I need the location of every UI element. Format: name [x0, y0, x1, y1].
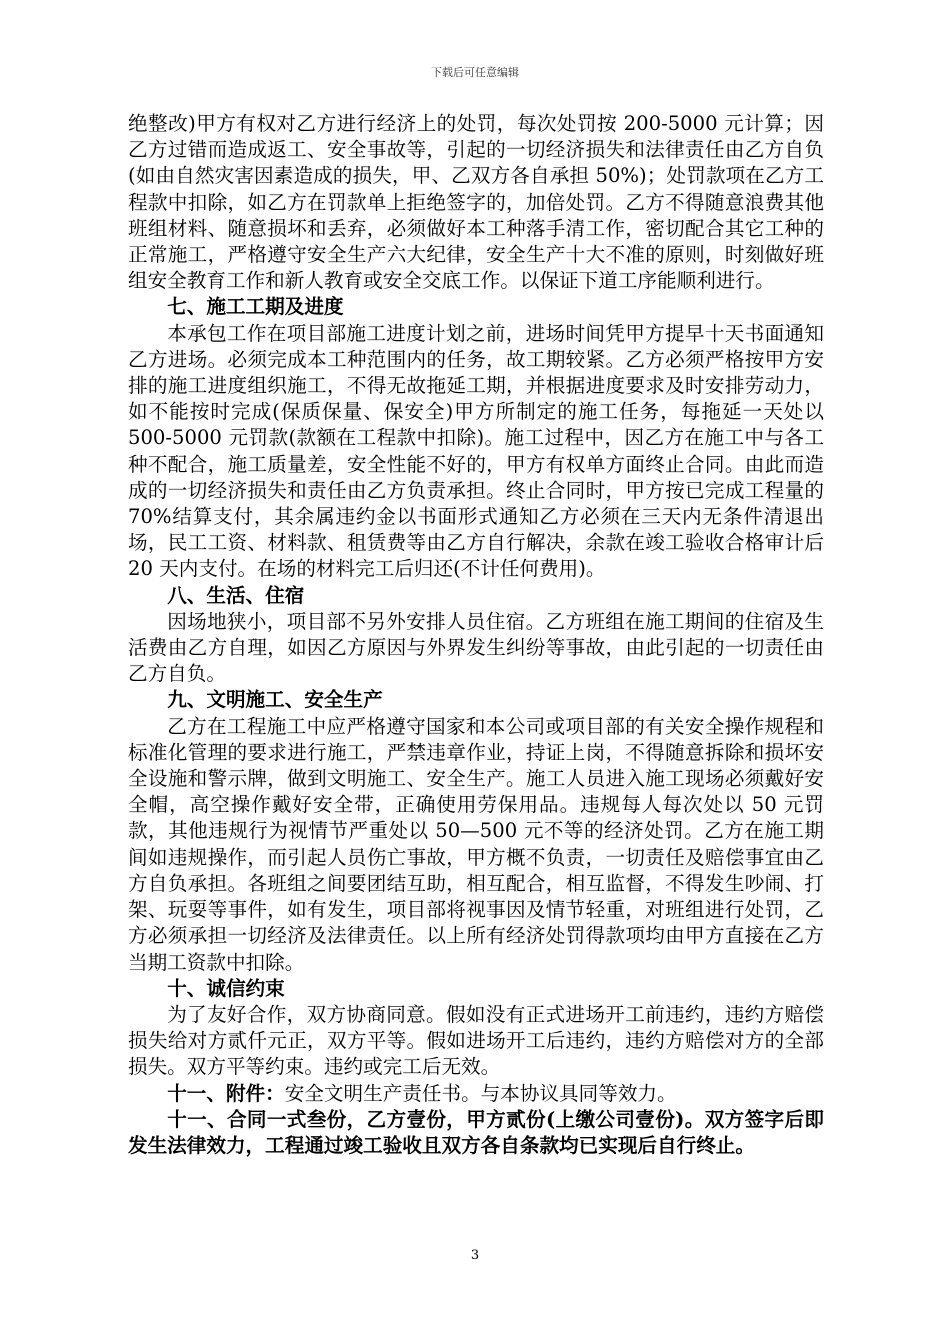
attachment-label: 十一、附件： — [167, 1081, 285, 1105]
page-number: 3 — [470, 1248, 480, 1263]
section-heading-accommodation: 八、生活、住宿 — [167, 583, 305, 607]
document-body — [128, 111, 824, 1159]
paragraph-attachment — [128, 1081, 824, 1107]
section-heading-safety: 九、文明施工、安全生产 — [167, 688, 383, 712]
paragraph-integrity: 为了友好合作，双方协商同意。假如没有正式进场开工前违约，违约方赔偿损失给对方贰仟元正，双方平等。假如进场开工后违约，违约方赔偿对方的全部损失。双方平等约束。违约或完工后无效。 — [128, 1002, 824, 1079]
attachment-text: 安全文明生产责任书。与本协议具同等效力。 — [284, 1081, 677, 1105]
section-heading-integrity: 十、诚信约束 — [167, 976, 285, 1000]
section-heading-schedule: 七、施工工期及进度 — [167, 295, 344, 319]
paragraph-safety: 乙方在工程施工中应严格遵守国家和本公司或项目部的有关安全操作规程和标准化管理的要求进行施工，严禁违章作业，持证上岗，不得随意拆除和损坏安全设施和警示牌，做到文明施工、安全生产。施工人员进入施工现场必须戴好安全帽，高空操作戴好安全带，正确使用劳保用品。违规每人每次处以 50 元罚款，其他违规行为视情节严重处以 50—500 元不等的经济处罚。乙方在施工期间如违规操作，而引起人员伤亡事故，甲方概不负责，一切责任及赔偿事宜由乙方自负承担。各班组之间要团结互助，相互配合，相互监督，不得发生吵闹、打架、玩耍等事件，如有发生，项目部将视事因及情节轻重，对班组进行处罚，乙方必须承担一切经济及法律责任。以上所有经济处罚得款项均由甲方直接在乙方当期工资款中扣除。 — [128, 714, 824, 974]
paragraph-accommodation: 因场地狭小，项目部不另外安排人员住宿。乙方班组在施工期间的住宿及生活费由乙方自理，如因乙方原因与外界发生纠纷等事故，由此引起的一切责任由乙方自负。 — [128, 609, 824, 686]
page-header: 下载后可任意编辑 — [431, 66, 519, 79]
paragraph-contract-copies: 十一、合同一式叁份，乙方壹份，甲方贰份(上缴公司壹份)。双方签字后即发生法律效力，工程通过竣工验收且双方各自条款均已实现后自行终止。 — [128, 1107, 824, 1157]
paragraph-schedule: 本承包工作在项目部施工进度计划之前，进场时间凭甲方提早十天书面通知乙方进场。必须完成本工种范围内的任务，故工期较紧。乙方必须严格按甲方安排的施工进度组织施工，不得无故拖延工期，并根据进度要求及时安排劳动力，如不能按时完成(保质保量、保安全)甲方所制定的施工任务，每拖延一天处以 500-5000 元罚款(款额在工程款中扣除)。施工过程中，因乙方在施工中与各工种不配合，施工质量差，安全性能不好的，甲方有权单方面终止合同。由此而造成的一切经济损失和责任由乙方负责承担。终止合同时，甲方按已完成工程量的 70%结算支付，其余属违约金以书面形式通知乙方必须在三天内无条件清退出场，民工工资、材料款、租赁费等由乙方自行解决，余款在竣工验收合格审计后 20 天内支付。在场的材料完工后归还(不计任何费用)。 — [128, 321, 824, 581]
paragraph-penalty-continuation: 绝整改)甲方有权对乙方进行经济上的处罚，每次处罚按 200-5000 元计算；因乙方过错而造成返工、安全事故等，引起的一切经济损失和法律责任由乙方自负(如由自然灾害因素造成的损失，甲、乙双方各自承担 50%)；处罚款项在乙方工程款中扣除，如乙方在罚款单上拒绝签字的，加倍处罚。乙方不得随意浪费其他班组材料、随意损坏和丢弃，必须做好本工种落手清工作，密切配合其它工种的正常施工，严格遵守安全生产六大纪律，安全生产十大不准的原则，时刻做好班组安全教育工作和新人教育或安全交底工作。以保证下道工序能顺利进行。 — [128, 112, 824, 293]
